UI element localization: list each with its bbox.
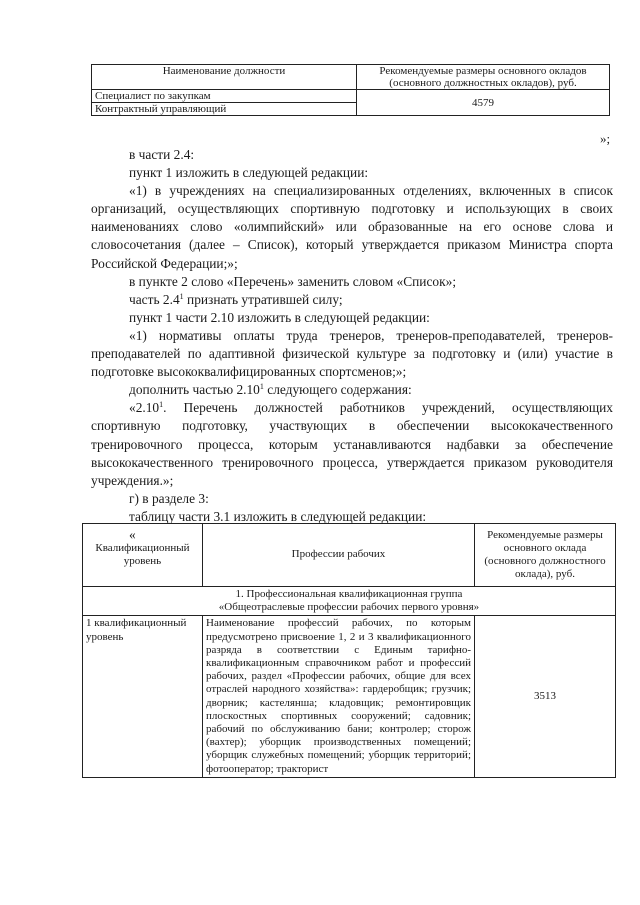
- salary-cell: 4579: [357, 90, 610, 116]
- header-worker-professions: Профессии рабочих: [203, 524, 475, 587]
- position-cell: Контрактный управляющий: [92, 103, 357, 116]
- superscript: 1: [179, 291, 184, 301]
- position-cell: Специалист по закупкам: [92, 90, 357, 103]
- paragraph-part: следующего содержания:: [267, 382, 412, 398]
- paragraph: «: [129, 526, 136, 542]
- paragraph: таблицу части 3.1 изложить в следующей редакции:: [129, 508, 427, 524]
- paragraph-part: . Перечень должностей работников учреждений, осуществляющих спортивную подготовку, участвующих в обеспечении высококачественного тренировочного процесса, которым устанавливаются надбавки за обеспечение высококачественного тренировочного процесса, утверждается приказом руководителя учреждения.»;: [91, 400, 613, 488]
- table-header-row: [92, 65, 610, 90]
- table-row: [83, 616, 616, 777]
- superscript: 1: [259, 382, 264, 392]
- paragraph: «1) нормативы оплаты труда тренеров, тренеров-преподавателей, тренеров-преподавателей по адаптивной физической культуре за подготовку и (или) участие в подготовке высококвалифицированных спортсменов;»;: [91, 327, 613, 380]
- table-row: [92, 90, 610, 103]
- paragraph: г) в разделе 3:: [129, 490, 209, 506]
- paragraph-part: «2.10: [129, 400, 160, 416]
- paragraph-part: часть 2.4: [129, 291, 180, 307]
- qualification-level-cell: 1 квалификационный уровень: [83, 616, 203, 777]
- header-position-name: Наименование должности: [92, 65, 357, 90]
- paragraph: «1) в учреждениях на специализированных отделениях, включенных в список организаций, осуществляющих спортивную подготовку и использующих в своих наименованиях слово «олимпийский» или образованные на его основе слова и словосочетания (далее – Список), который утверждается приказом Министра спорта Российской Федерации;»;: [91, 183, 613, 271]
- paragraph: [91, 399, 613, 489]
- superscript: 1: [159, 400, 164, 410]
- group-title-line: «Общеотраслевые профессии рабочих первого уровня»: [218, 601, 480, 614]
- salary-cell: 3513: [475, 616, 616, 777]
- group-title-line: 1. Профессиональная квалификационная группа: [235, 588, 463, 600]
- professions-cell: Наименование профессий рабочих, по которым предусмотрено присвоение 1, 2 и 3 квалификационного разряда в соответствии с Единым тарифно-квалификационным справочником работ и профессий рабочих, раздел «Профессии рабочих, общие для всех отраслей народного хозяйства»: гардеробщик; грузчик; дворник; кастелянша; кладовщик; ремонтировщик плоскостных спортивных сооружений; садовник; рабочий по обслуживанию бани; контролер; сторож (вахтер); уборщик производственных помещений; уборщик служебных помещений; уборщик территорий; фотооператор; тракторист: [203, 616, 475, 777]
- header-qualification-level: Квалификационный уровень: [83, 524, 203, 587]
- paragraph: пункт 1 изложить в следующей редакции:: [129, 165, 369, 181]
- paragraph: [91, 381, 613, 399]
- closing-quote: »;: [600, 131, 611, 146]
- paragraph: [91, 291, 613, 309]
- paragraph: пункт 1 части 2.10 изложить в следующей редакции:: [129, 309, 430, 325]
- paragraph: в части 2.4:: [129, 147, 195, 162]
- paragraph: в пункте 2 слово «Перечень» заменить словом «Список»;: [129, 273, 457, 289]
- header-recommended-salary: Рекомендуемые размеры основного окладов (основного должностных окладов), руб.: [357, 65, 610, 90]
- table-header-row: [83, 524, 616, 587]
- worker-professions-table: [82, 523, 616, 778]
- positions-salary-table: [91, 64, 610, 116]
- header-recommended-salary: Рекомендуемые размеры основного оклада (основного должностного оклада), руб.: [475, 524, 616, 587]
- group-row: [83, 587, 616, 616]
- amendment-text: [91, 146, 613, 544]
- group-title: [83, 587, 616, 616]
- paragraph-part: признать утратившей силу;: [187, 291, 343, 307]
- paragraph-part: дополнить частью 2.10: [129, 382, 260, 398]
